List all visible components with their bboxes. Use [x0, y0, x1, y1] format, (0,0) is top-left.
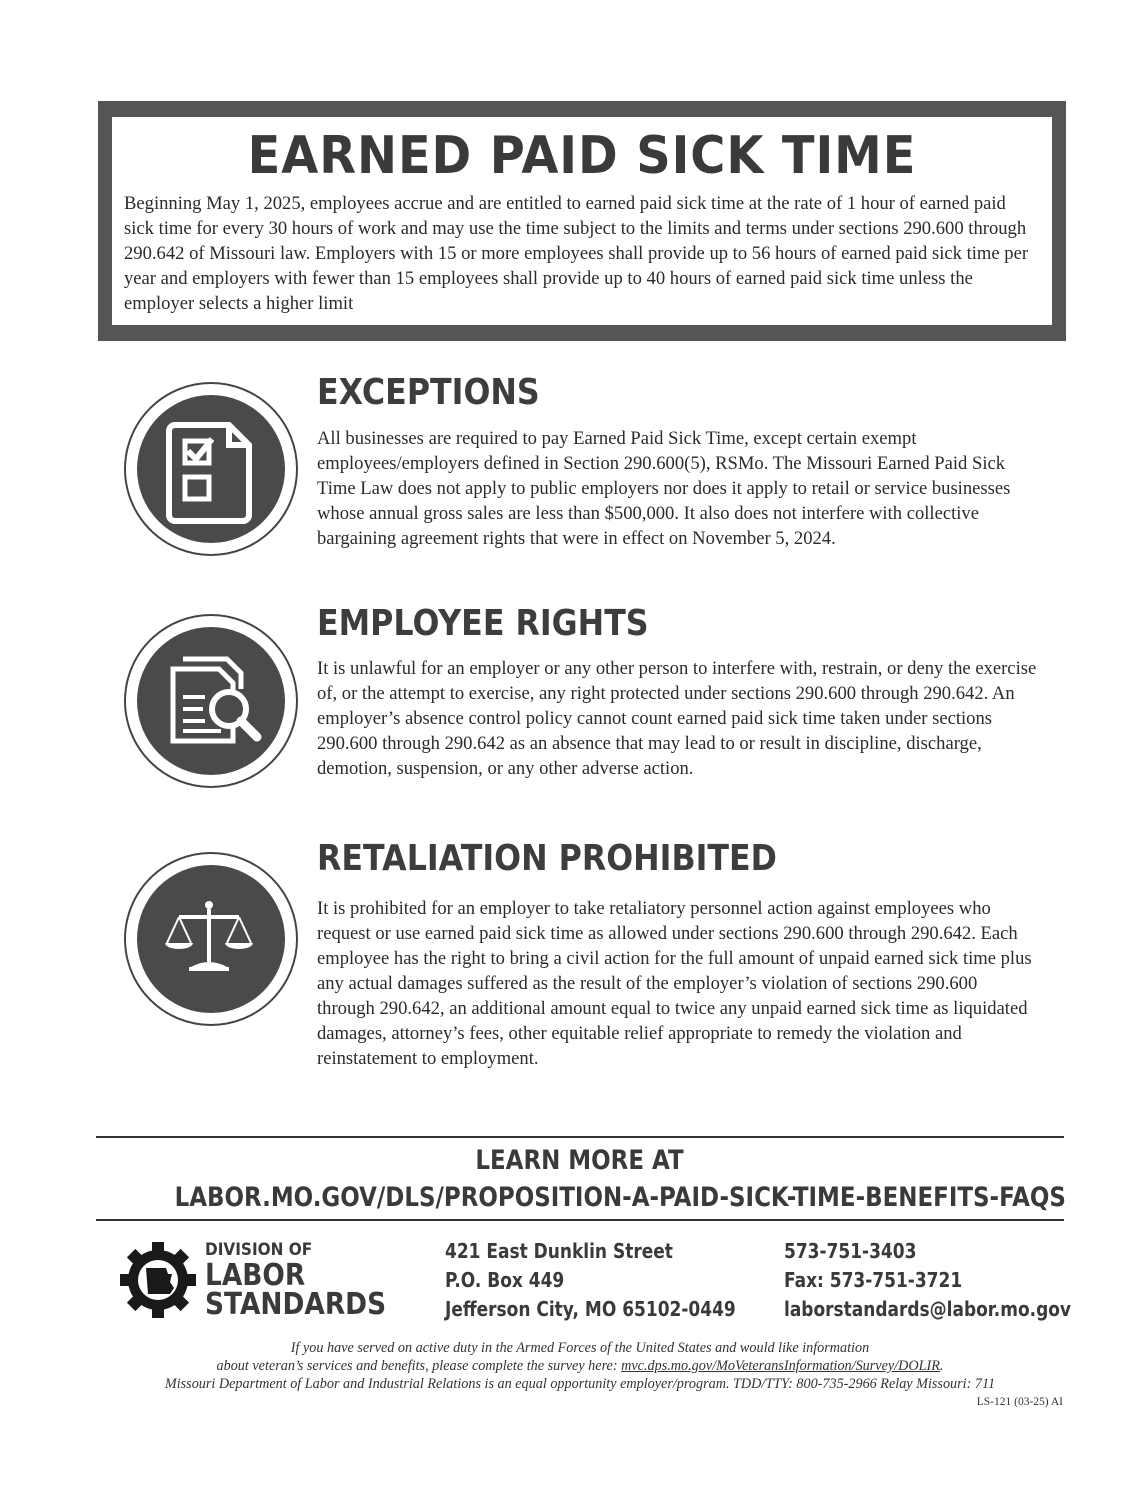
division-logo-gear-icon	[118, 1240, 198, 1320]
labor-label: LABOR	[205, 1258, 306, 1293]
veteran-notice-line1: If you have served on active duty in the Armed Forces of the United States and would like information	[290, 1340, 870, 1356]
divider	[96, 1136, 1064, 1138]
section-text: It is unlawful for an employer or any other person to interfere with, restrain, or deny the exercise of, or the attempt to exercise, any right protected under sections 290.600 through 290.642. An employer’s absence control policy cannot count earned paid sick time taken under sections 290.600 through 290.642 as an absence that may lead to or result in discipline, discharge, demotion, suspension, or any other adverse action.	[317, 658, 1037, 779]
address-po-box: P.O. Box 449	[445, 1268, 565, 1292]
learn-more-heading: LEARN MORE AT	[475, 1145, 685, 1176]
section-title: EMPLOYEE RIGHTS	[317, 603, 649, 644]
fax-number: Fax: 573-751-3721	[784, 1268, 963, 1292]
phone-number: 573-751-3403	[784, 1239, 917, 1263]
section-title: EXCEPTIONS	[317, 372, 540, 413]
division-of-label: DIVISION OF	[205, 1240, 313, 1260]
title-banner	[98, 101, 1066, 341]
section-text: All businesses are required to pay Earned Paid Sick Time, except certain exempt employees/employers defined in Section 290.600(5), RSMo. The Missouri Earned Paid Sick Time Law does not apply to public employers nor does it apply to retail or service businesses whose annual gross sales are less than $500,000. It also does not interfere with collective bargaining agreement rights that were in effect on November 5, 2024.	[317, 428, 1011, 549]
intro-paragraph: Beginning May 1, 2025, employees accrue and are entitled to earned paid sick time at the rate of 1 hour of earned paid sick time for every 30 hours of work and may use the time subject to the limits and terms under sections 290.600 through 290.642 of Missouri law. Employers with 15 or more employees shall provide up to 56 hours of earned paid sick time per year and employers with fewer than 15 employees shall provide up to 40 hours of earned paid sick time unless the employer selects a higher limit	[124, 193, 1029, 314]
divider	[96, 1219, 1064, 1221]
email-link[interactable]: laborstandards@labor.mo.gov	[784, 1297, 1072, 1321]
learn-more-url[interactable]: LABOR.MO.GOV/DLS/PROPOSITION-A-PAID-SICK-TIME-BENEFITS-FAQS	[174, 1182, 1066, 1213]
scales-of-justice-icon	[123, 851, 299, 1027]
standards-label: STANDARDS	[205, 1287, 387, 1322]
page-title: EARNED PAID SICK TIME	[247, 126, 917, 186]
address-city: Jefferson City, MO 65102-0449	[445, 1297, 736, 1321]
address-street: 421 East Dunklin Street	[445, 1239, 673, 1263]
banner-content	[112, 117, 1052, 325]
veteran-notice-line2: about veteran’s services and benefits, please complete the survey here: mvc.dps.mo.gov/MoVeteransInformation/Survey/DOLIR.	[216, 1358, 944, 1374]
document-magnifier-icon	[123, 613, 299, 789]
survey-link[interactable]: mvc.dps.mo.gov/MoVeteransInformation/Survey/DOLIR	[621, 1358, 940, 1374]
section-text: It is prohibited for an employer to take retaliatory personnel action against employees who request or use earned paid sick time as allowed under sections 290.600 through 290.642. Each employee has the right to bring a civil action for the full amount of unpaid earned sick time plus any actual damages suffered as the result of the employer’s violation of sections 290.600 through 290.642, an additional amount equal to twice any unpaid earned sick time as liquidated damages, attorney’s fees, other equitable relief appropriate to remedy the violation and reinstatement to employment.	[317, 898, 1032, 1069]
form-number: LS-121 (03-25) AI	[976, 1396, 1063, 1408]
equal-opportunity-statement: Missouri Department of Labor and Industrial Relations is an equal opportunity employer/program. TDD/TTY: 800-735-2966 Relay Missouri: 711	[164, 1376, 996, 1392]
section-title: RETALIATION PROHIBITED	[317, 838, 777, 879]
checklist-document-icon	[123, 381, 299, 557]
